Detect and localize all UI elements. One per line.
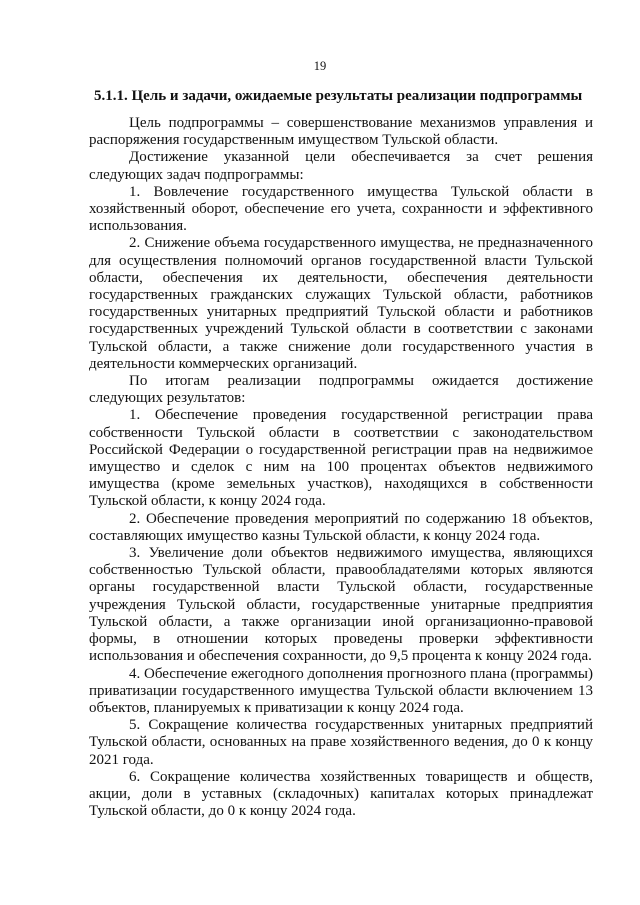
paragraph-result-5: 5. Сокращение количества государственных унитарных предприятий Тульской области, основанных на праве хозяйственного ведения, до 0 к концу 2021 года. <box>89 717 593 768</box>
paragraph-result-2: 2. Обеспечение проведения мероприятий по содержанию 18 объектов, составляющих имущество казны Тульской области, к концу 2024 года. <box>89 510 593 544</box>
paragraph-results-intro: По итогам реализации подпрограммы ожидается достижение следующих результатов: <box>89 373 593 407</box>
body-text <box>89 115 593 820</box>
paragraph-task-1: 1. Вовлечение государственного имущества Тульской области в хозяйственный оборот, обеспечение его учета, сохранности и эффективного использования. <box>89 183 593 235</box>
section-heading: 5.1.1. Цель и задачи, ожидаемые результаты реализации подпрограммы <box>94 88 583 104</box>
paragraph-task-2: 2. Снижение объема государственного имущества, не предназначенного для осуществления полномочий органов государственной власти Тульской области, обеспечения их деятельности, обеспечения деятельности государственных гражданских служащих Тульской области, работников государственных унитарных предприятий Тульской области и работников государственных учреждений Тульской области в соответствии с законами Тульской области, а также снижение доли государственного участия в деятельности коммерческих организаций. <box>89 235 593 372</box>
paragraph-goal: Цель подпрограммы – совершенствование механизмов управления и распоряжения государственным имуществом Тульской области. <box>89 115 593 149</box>
paragraph-result-4: 4. Обеспечение ежегодного дополнения прогнозного плана (программы) приватизации государственного имущества Тульской области включением 13 объектов, планируемых к приватизации к концу 2024 года. <box>89 665 593 716</box>
paragraph-tasks-intro: Достижение указанной цели обеспечивается за счет решения следующих задач подпрограммы: <box>89 149 593 183</box>
paragraph-result-3: 3. Увеличение доли объектов недвижимого имущества, являющихся собственностью Тульской области, правообладателями которых являются органы государственной власти Тульской области, государственные учреждения Тульской области, государственные унитарные предприятия Тульской области, а также организации иной организационно-правовой формы, в отношении которых проведены проверки эффективности использования и обеспечения сохранности, до 9,5 процента к концу 2024 года. <box>89 545 593 665</box>
paragraph-result-6: 6. Сокращение количества хозяйственных товариществ и обществ, акции, доли в уставных (складочных) капиталах которых принадлежат Тульской области, до 0 к концу 2024 года. <box>89 768 593 820</box>
paragraph-result-1: 1. Обеспечение проведения государственной регистрации права собственности Тульской области в соответствии с законодательством Российской Федерации о государственной регистрации прав на недвижимое имущество и сделок с ним на 100 процентах объектов недвижимого имущества (кроме земельных участков), находящихся в собственности Тульской области, к концу 2024 года. <box>89 407 593 510</box>
page-number: 19 <box>313 59 327 73</box>
